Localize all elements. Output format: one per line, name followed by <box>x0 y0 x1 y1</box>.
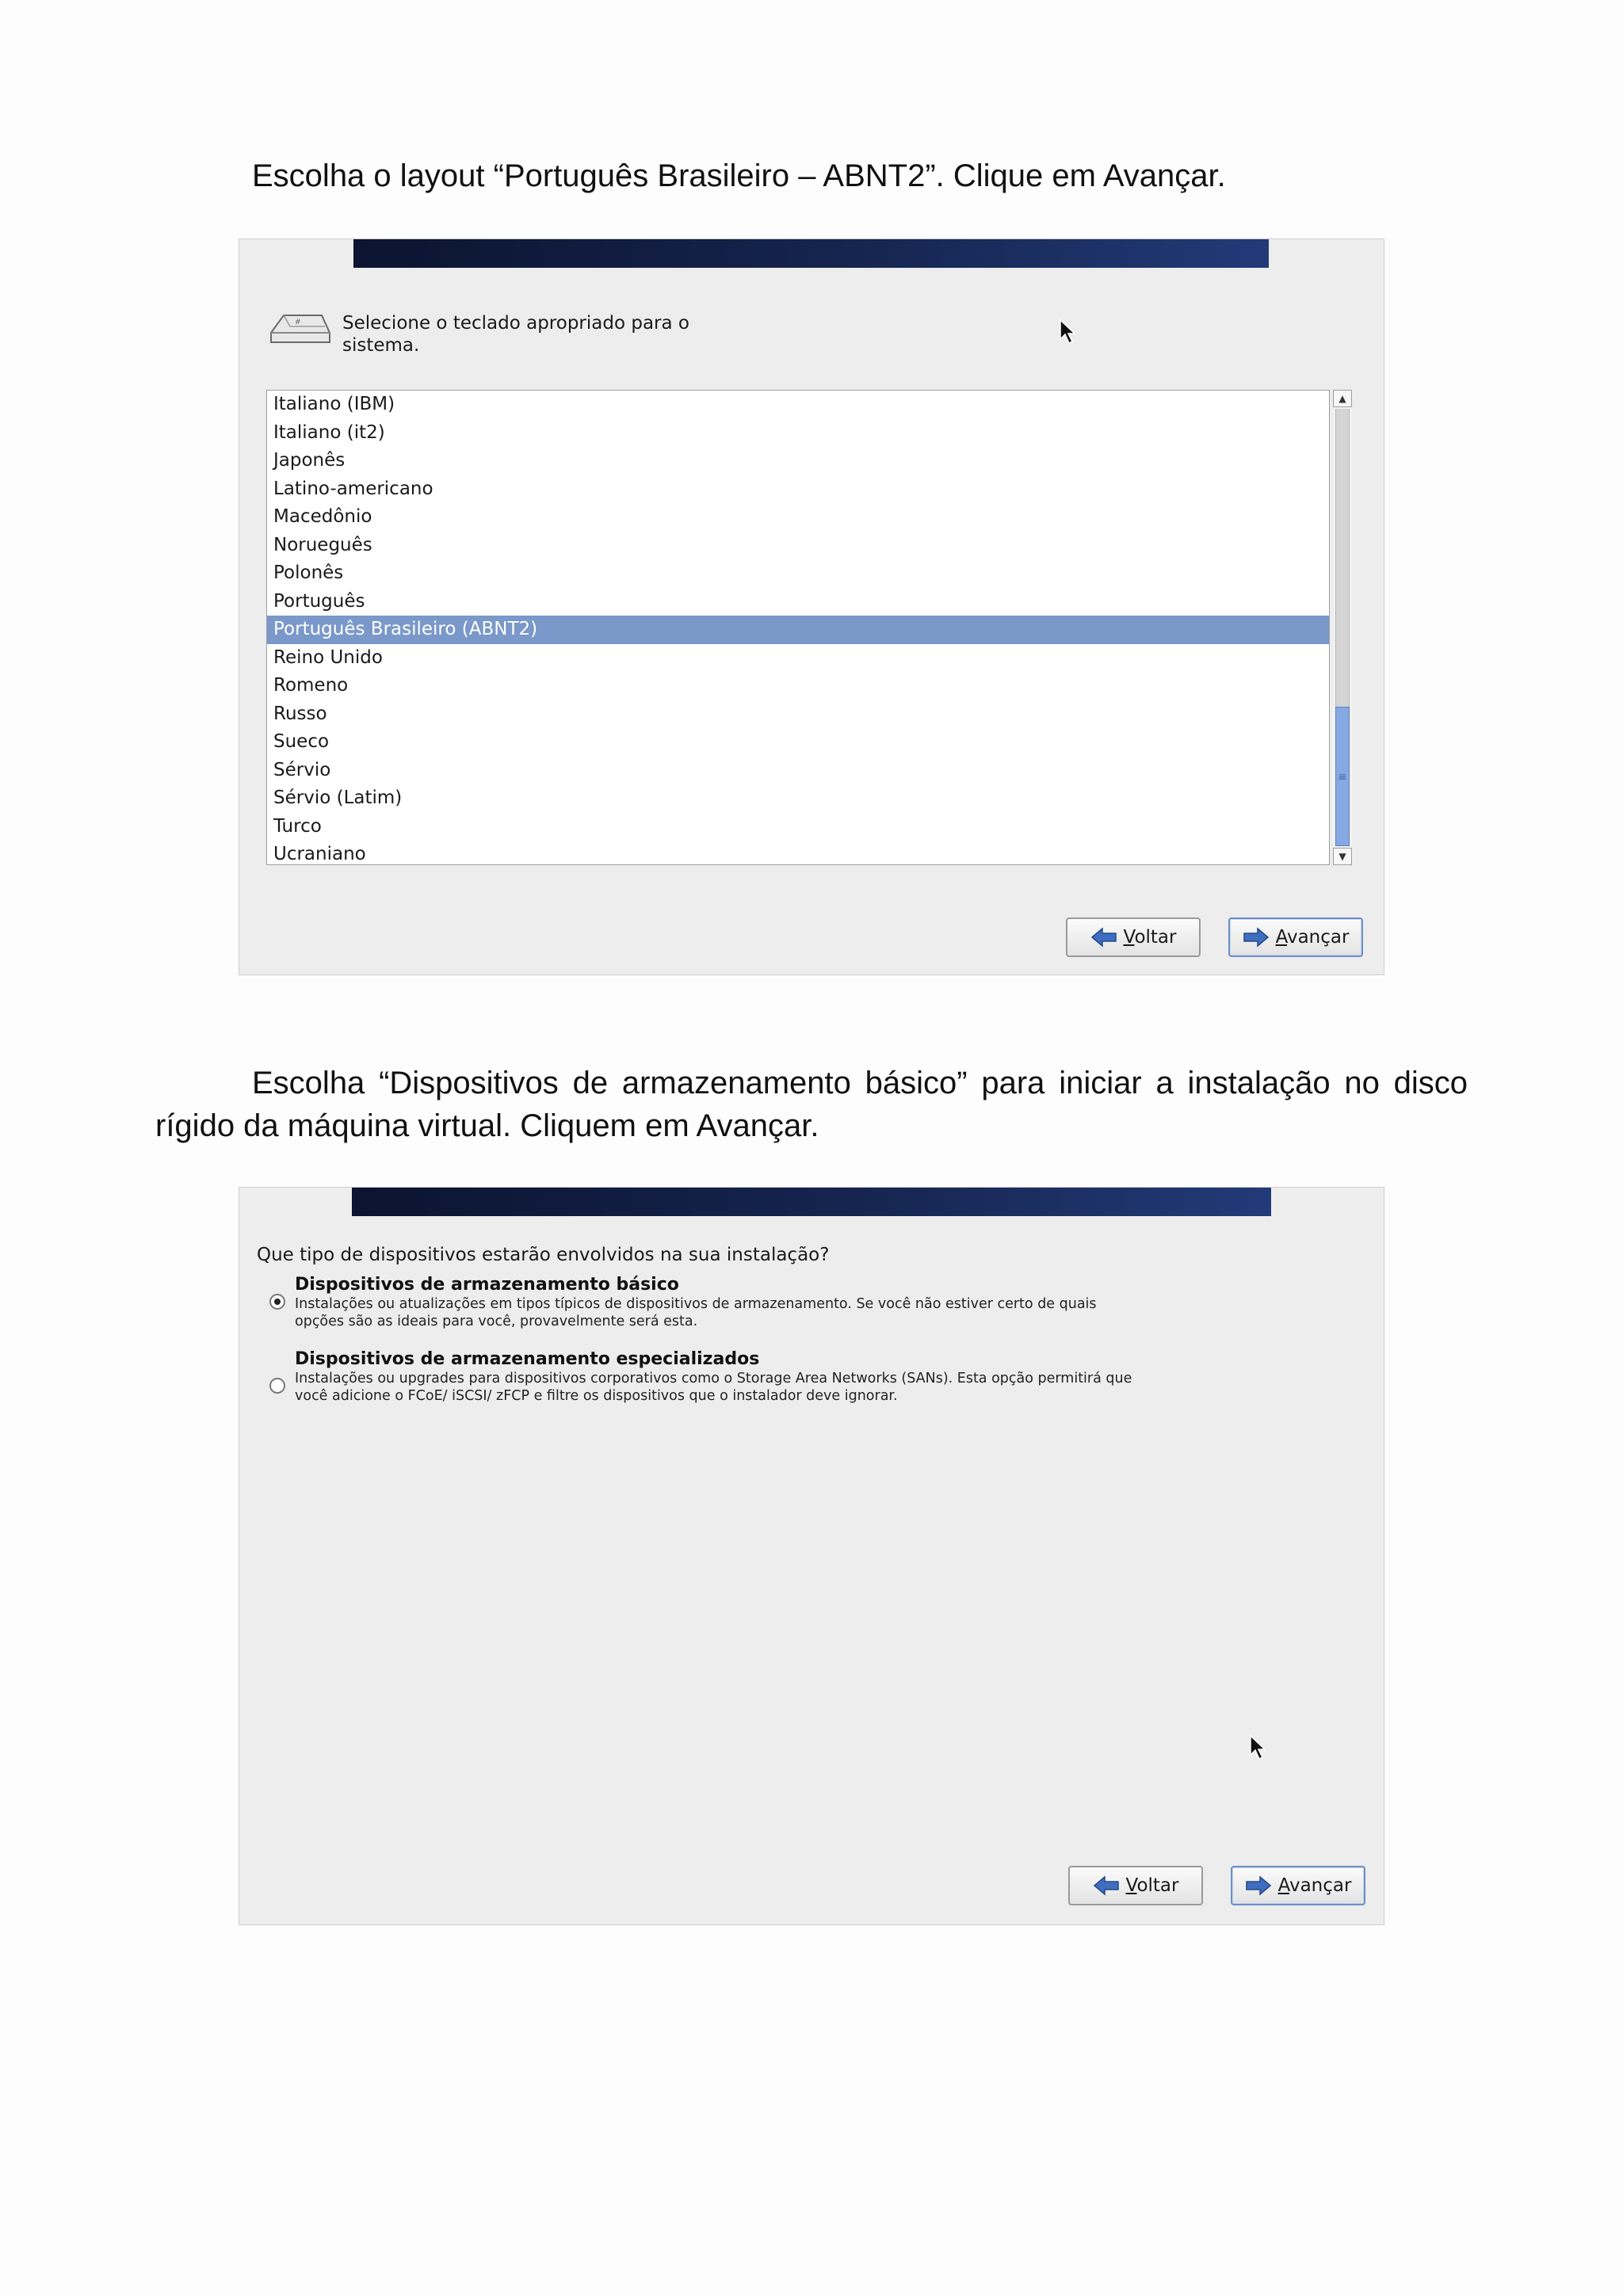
mouse-cursor-icon <box>1059 318 1076 345</box>
storage-type-screenshot <box>239 1187 1384 1925</box>
layout-list-item[interactable]: Português Brasileiro (ABNT2) <box>267 616 1329 644</box>
back-button[interactable] <box>1066 917 1201 957</box>
layout-list-scrollbar[interactable] <box>1333 390 1352 865</box>
specialized-storage-radio[interactable] <box>269 1378 285 1394</box>
basic-storage-title[interactable]: Dispositivos de armazenamento básico <box>295 1275 679 1295</box>
back-button-label: Voltar <box>1123 927 1177 948</box>
keyboard-selection-screenshot <box>239 238 1384 975</box>
basic-storage-description: Instalações ou atualizações em tipos típicos de dispositivos de armazenamento. Se você não estiver certo de quais opções são as ideais para você, provavelmente será esta. <box>295 1296 1097 1329</box>
layout-list-item[interactable]: Reino Unido <box>273 646 383 668</box>
back-button-label: Voltar <box>1125 1875 1179 1896</box>
layout-list-item[interactable]: Romeno <box>273 675 349 696</box>
arrow-left-icon <box>1093 1875 1120 1896</box>
installer-banner <box>353 239 1269 268</box>
layout-list-item[interactable]: Italiano (IBM) <box>273 394 395 414</box>
next-button-label: Avançar <box>1275 927 1350 948</box>
layout-list-item[interactable]: Sueco <box>273 731 330 752</box>
scroll-down-icon[interactable]: ▼ <box>1333 848 1352 865</box>
basic-storage-radio[interactable] <box>269 1294 285 1310</box>
layout-list-item[interactable]: Latino-americano <box>273 478 433 499</box>
storage-question: Que tipo de dispositivos estarão envolvidos na sua instalação? <box>257 1245 830 1265</box>
instruction-paragraph-2: Escolha “Dispositivos de armazenamento básico” para iniciar a instalação no disco rígido da máquina virtual. Cliquem em Avançar. <box>155 1066 1468 1143</box>
layout-list-item[interactable]: Russo <box>273 703 327 724</box>
layout-list-item[interactable]: Sérvio (Latim) <box>273 788 403 808</box>
keyboard-layout-list[interactable] <box>266 390 1330 865</box>
specialized-storage-title[interactable]: Dispositivos de armazenamento especializados <box>295 1349 760 1369</box>
back-button[interactable] <box>1068 1866 1203 1905</box>
layout-list-item[interactable]: Português <box>273 590 365 612</box>
keyboard-prompt: Selecione o teclado apropriado para o sistema. <box>342 313 689 356</box>
layout-list-item[interactable]: Macedônio <box>273 506 372 527</box>
arrow-right-icon <box>1243 927 1270 948</box>
layout-list-item[interactable]: Ucraniano <box>273 844 366 864</box>
next-button[interactable] <box>1228 917 1363 957</box>
layout-list-item[interactable]: Sérvio <box>273 759 331 780</box>
instruction-paragraph-1: Escolha o layout “Português Brasileiro – ABNT2”. Clique em Avançar. <box>252 158 1226 193</box>
next-button[interactable] <box>1231 1866 1365 1905</box>
mouse-cursor-icon <box>1249 1734 1266 1761</box>
layout-list-item[interactable]: Polonês <box>273 563 344 583</box>
arrow-right-icon <box>1245 1875 1272 1896</box>
layout-list-item[interactable]: Japonês <box>273 450 346 471</box>
scroll-thumb[interactable]: ≡ <box>1335 707 1350 846</box>
next-button-label: Avançar <box>1277 1875 1352 1896</box>
specialized-storage-description: Instalações ou upgrades para dispositivos corporativos como o Storage Area Networks (SANs). Esta opção permitirá que você adicione o FCoE/ iSCSI/ zFCP e filtre os dispositivos que o instalador deve ignorar. <box>295 1371 1132 1404</box>
layout-list-item[interactable]: Norueguês <box>273 534 372 555</box>
installer-banner <box>352 1188 1271 1216</box>
scroll-up-icon[interactable]: ▲ <box>1333 390 1352 407</box>
layout-list-item[interactable]: Turco <box>273 815 322 837</box>
svg-text:#: # <box>295 318 301 326</box>
arrow-left-icon <box>1090 927 1117 948</box>
layout-list-item[interactable]: Italiano (it2) <box>273 421 385 443</box>
keyboard-key-icon <box>266 309 333 353</box>
